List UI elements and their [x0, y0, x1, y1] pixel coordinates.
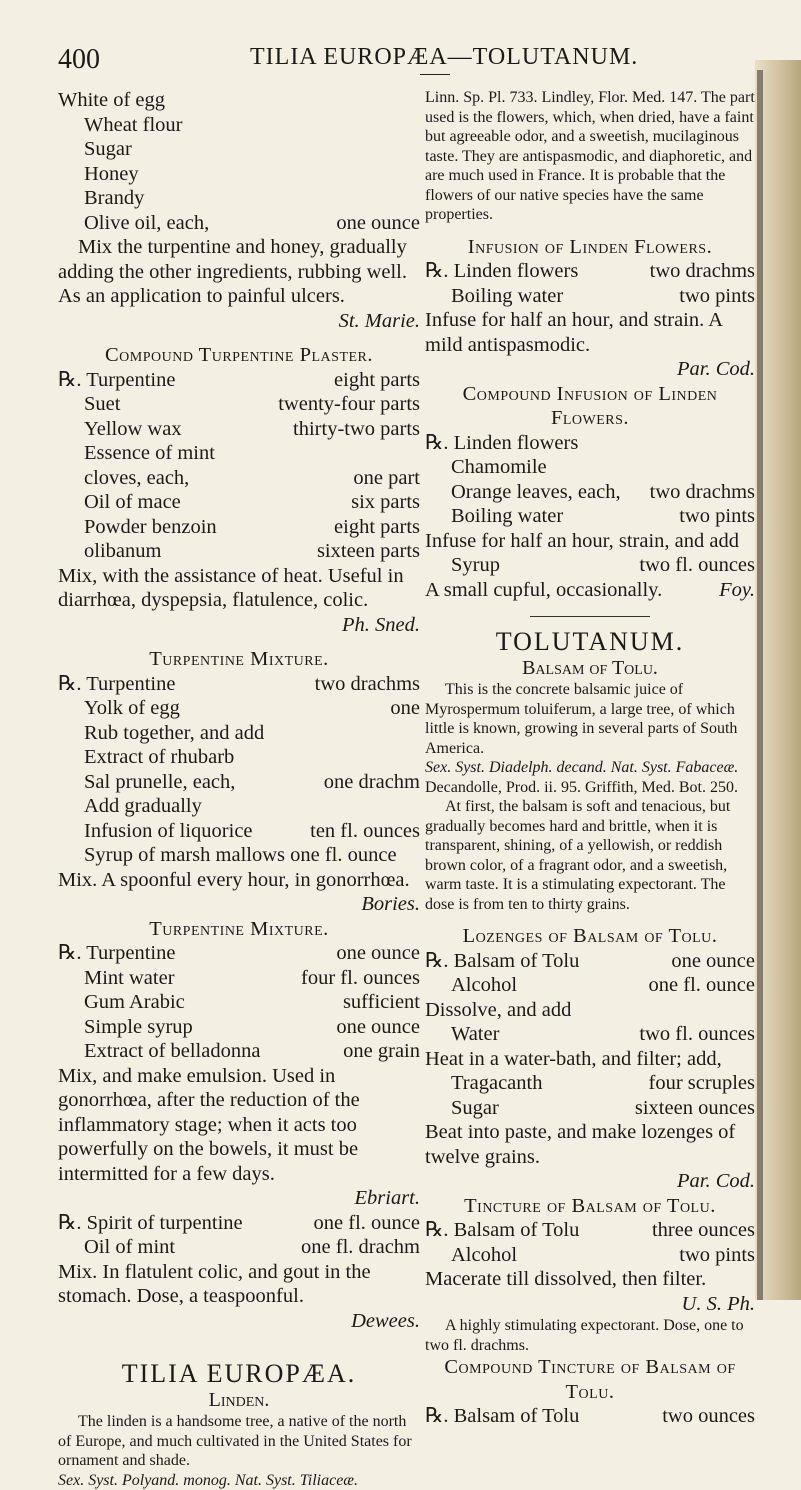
page-number: 400: [58, 44, 100, 76]
ingredient-line: [425, 949, 755, 974]
ingredient-name: ℞. Linden flowers: [425, 431, 578, 456]
ingredient-name: Chamomile: [451, 455, 547, 480]
intro-ingredients: [58, 88, 420, 235]
intro-source: St. Marie.: [58, 309, 420, 334]
ingredient-line: [58, 1039, 420, 1064]
tilia-description: The linden is a handsome tree, a native of the north of Europe, and much cultivated in the United States for ornament and shade.: [58, 1412, 420, 1471]
ingredient-quantity: one part: [353, 466, 420, 491]
ingredient-quantity: thirty-two parts: [293, 417, 420, 442]
ingredient-name: Extract of belladonna: [84, 1039, 260, 1064]
ingredient-line: [58, 211, 420, 236]
intro-directions: Mix the turpentine and honey, gradually adding the other ingredients, rubbing well. As an application to painful ulcers.: [58, 235, 420, 309]
ingredient-line: [58, 941, 420, 966]
ingredient-name: White of egg: [58, 88, 165, 113]
mixture1-ingredients: [58, 672, 420, 868]
compound-infusion-dose: A small cupful, occasionally. Foy.: [425, 578, 755, 603]
linden-description: Linn. Sp. Pl. 733. Lindley, Flor. Med. 147. The part used is the flowers, which, when dried, have a faint but agreeable odor, and a sweetish, mucilaginous taste. They are antispasmodic, and diaphoretic, and are much used in France. It is probable that the flowers of our native species have the same properties.: [425, 88, 755, 225]
ingredient-quantity: one ounce: [336, 211, 420, 236]
lozenges-water: Water two fl. ounces: [425, 1022, 755, 1047]
ingredient-name: ℞. Balsam of Tolu: [425, 949, 579, 974]
tolutanum-heading: TOLUTANUM.: [425, 627, 755, 657]
mixture2-heading: Turpentine Mixture.: [58, 917, 420, 942]
running-head: TILIA EUROPÆA—TOLUTANUM.: [250, 44, 638, 71]
ingredient-line: [58, 1211, 420, 1236]
ingredient-quantity: three ounces: [652, 1218, 755, 1243]
ingredient-name: Infusion of liquorice: [84, 819, 253, 844]
tolutanum-properties: At first, the balsam is soft and tenacious, but gradually becomes hard and brittle, when it is transparent, shining, of a yellowish, or reddish brown color, of a fragrant odor, and a sweetish, warm taste. It is a stimulating expectorant. The dose is from ten to thirty grains.: [425, 797, 755, 914]
ingredient-quantity: eight parts: [334, 368, 420, 393]
tincture-source: U. S. Ph.: [425, 1292, 755, 1317]
ingredient-quantity: twenty-four parts: [278, 392, 420, 417]
tincture-note: A highly stimulating expectorant. Dose, one to two fl. drachms.: [425, 1316, 755, 1355]
ingredient-line: [58, 696, 420, 721]
ingredient-name: Sugar: [84, 137, 132, 162]
tilia-classification: Sex. Syst. Polyand. monog. Nat. Syst. Tiliaceæ.: [58, 1471, 420, 1490]
ingredient-line: [58, 113, 420, 138]
ingredient-line: [58, 417, 420, 442]
mixture1-heading: Turpentine Mixture.: [58, 647, 420, 672]
ingredient-line: [58, 819, 420, 844]
ingredient-line: [58, 88, 420, 113]
ingredient-line: [58, 1015, 420, 1040]
mixture2-ingredients: [58, 941, 420, 1064]
plaster-heading: Compound Turpentine Plaster.: [58, 343, 420, 368]
ingredient-line: [58, 770, 420, 795]
compound-infusion-directions: Infuse for half an hour, strain, and add: [425, 529, 755, 554]
ingredient-line: [58, 721, 420, 746]
ingredient-name: ℞. Turpentine: [58, 672, 175, 697]
lozenges-ingredients2: [425, 1071, 755, 1120]
ingredient-quantity: one fl. ounce: [314, 1211, 420, 1236]
ingredient-name: Wheat flour: [84, 113, 182, 138]
mixture3-ingredients: [58, 1211, 420, 1260]
ingredient-name: Sal prunelle, each,: [84, 770, 235, 795]
ingredient-line: [425, 1218, 755, 1243]
ingredient-line: [425, 455, 755, 480]
ingredient-name: Syrup of marsh mallows one fl. ounce: [84, 843, 397, 868]
lozenges-heading: Lozenges of Balsam of Tolu.: [425, 924, 755, 949]
ingredient-line: [58, 745, 420, 770]
ingredient-name: Yellow wax: [84, 417, 182, 442]
ingredient-line: [58, 392, 420, 417]
ingredient-name: Gum Arabic: [84, 990, 185, 1015]
ingredient-line: [58, 1235, 420, 1260]
ingredient-quantity: one ounce: [671, 949, 755, 974]
ingredient-name: Honey: [84, 162, 139, 187]
ingredient-name: Yolk of egg: [84, 696, 180, 721]
mixture1-source: Bories.: [58, 892, 420, 917]
ingredient-quantity: sixteen ounces: [635, 1096, 755, 1121]
compound-infusion-heading: Compound Infusion of Linden Flowers.: [425, 382, 755, 431]
tincture-ingredients: [425, 1218, 755, 1267]
ingredient-name: Orange leaves, each,: [451, 480, 621, 505]
ingredient-quantity: one drachm: [324, 770, 420, 795]
ingredient-name: Boiling water: [451, 284, 563, 309]
ingredient-name: Mint water: [84, 966, 175, 991]
ingredient-name: Boiling water: [451, 504, 563, 529]
ingredient-quantity: eight parts: [334, 515, 420, 540]
ingredient-line: [58, 672, 420, 697]
compound-infusion-syrup: Syrup two fl. ounces: [425, 553, 755, 578]
infusion-directions: Infuse for half an hour, and strain. A mild antispasmodic.: [425, 308, 755, 357]
ingredient-line: [425, 259, 755, 284]
ingredient-name: Brandy: [84, 186, 144, 211]
tilia-heading: TILIA EUROPÆA.: [58, 1359, 420, 1389]
mixture1-directions: Mix. A spoonful every hour, in gonorrhœa.: [58, 868, 420, 893]
tilia-subheading: Linden.: [58, 1389, 420, 1412]
ingredient-quantity: two pints: [679, 1243, 755, 1268]
ingredient-quantity: two pints: [679, 504, 755, 529]
ingredient-line: [58, 966, 420, 991]
ingredient-line: [58, 794, 420, 819]
ingredient-line: [425, 431, 755, 456]
ingredient-quantity: one ounce: [336, 941, 420, 966]
infusion-heading: Infusion of Linden Flowers.: [425, 235, 755, 260]
ingredient-name: ℞. Linden flowers: [425, 259, 578, 284]
mixture2-source: Ebriart.: [58, 1186, 420, 1211]
tolutanum-subheading: Balsam of Tolu.: [425, 657, 755, 680]
ingredient-quantity: one fl. drachm: [301, 1235, 420, 1260]
tincture-directions: Macerate till dissolved, then filter.: [425, 1267, 755, 1292]
ingredient-name: Oil of mace: [84, 490, 181, 515]
plaster-directions: Mix, with the assistance of heat. Useful in diarrhœa, dyspepsia, flatulence, colic.: [58, 564, 420, 613]
ingredient-line: [58, 843, 420, 868]
head-rule: [420, 74, 450, 75]
ingredient-line: [425, 973, 755, 998]
ingredient-name: cloves, each,: [84, 466, 189, 491]
ingredient-line: [58, 162, 420, 187]
ingredient-name: Olive oil, each,: [84, 211, 209, 236]
ingredient-name: Suet: [84, 392, 120, 417]
right-column: [425, 88, 755, 1429]
ingredient-name: Oil of mint: [84, 1235, 175, 1260]
ingredient-line: [425, 1071, 755, 1096]
infusion-source: Par. Cod.: [425, 357, 755, 382]
ingredient-quantity: sufficient: [343, 990, 420, 1015]
ingredient-quantity: one fl. ounce: [649, 973, 755, 998]
ingredient-line: [425, 1243, 755, 1268]
ingredient-name: ℞. Turpentine: [58, 941, 175, 966]
lozenges-step3: Beat into paste, and make lozenges of twelve grains.: [425, 1120, 755, 1169]
infusion-ingredients: [425, 259, 755, 308]
ingredient-name: Alcohol: [451, 1243, 517, 1268]
ingredient-name: Simple syrup: [84, 1015, 193, 1040]
plaster-ingredients: [58, 368, 420, 564]
ingredient-name: Rub together, and add: [84, 721, 264, 746]
ingredient-line: [58, 441, 420, 466]
ingredient-quantity: one: [390, 696, 420, 721]
ingredient-line: [58, 466, 420, 491]
ingredient-line: [425, 1096, 755, 1121]
ingredient-line: [58, 368, 420, 393]
tolutanum-classification: Sex. Syst. Diadelph. decand. Nat. Syst. Fabaceæ.: [425, 758, 755, 778]
lozenges-source: Par. Cod.: [425, 1169, 755, 1194]
ingredient-quantity: sixteen parts: [317, 539, 420, 564]
ingredient-quantity: one grain: [343, 1039, 420, 1064]
ingredient-quantity: ten fl. ounces: [310, 819, 420, 844]
ingredient-name: olibanum: [84, 539, 161, 564]
ingredient-line: [425, 504, 755, 529]
ingredient-quantity: two drachms: [650, 259, 755, 284]
ingredient-line: [58, 490, 420, 515]
plaster-source: Ph. Sned.: [58, 613, 420, 638]
ingredient-name: Powder benzoin: [84, 515, 217, 540]
ingredient-quantity: one ounce: [336, 1015, 420, 1040]
mixture3-source: Dewees.: [58, 1309, 420, 1334]
ingredient-line: [425, 480, 755, 505]
ingredient-line: [58, 186, 420, 211]
compound-tincture-heading: Compound Tincture of Balsam of Tolu.: [425, 1355, 755, 1404]
ingredient-quantity: two drachms: [315, 672, 420, 697]
lozenges-ingredients: [425, 949, 755, 998]
section-divider: [530, 616, 650, 617]
ingredient-name: Sugar: [451, 1096, 499, 1121]
ingredient-quantity: two drachms: [650, 480, 755, 505]
tincture-heading: Tincture of Balsam of Tolu.: [425, 1194, 755, 1219]
tolutanum-description: This is the concrete balsamic juice of Myrospermum toluiferum, a large tree, of which little is known, growing in several parts of South America.: [425, 680, 755, 758]
ingredient-name: Alcohol: [451, 973, 517, 998]
ingredient-name: Essence of mint: [84, 441, 215, 466]
ingredient-quantity: two pints: [679, 284, 755, 309]
mixture3-directions: Mix. In flatulent colic, and gout in the stomach. Dose, a teaspoonful.: [58, 1260, 420, 1309]
ingredient-line: [425, 284, 755, 309]
ingredient-name: Add gradually: [84, 794, 202, 819]
ingredient-quantity: four scruples: [649, 1071, 755, 1096]
lozenges-step1: Dissolve, and add: [425, 998, 755, 1023]
ingredient-name: ℞. Turpentine: [58, 368, 175, 393]
ingredient-name: ℞. Spirit of turpentine: [58, 1211, 243, 1236]
mixture2-directions: Mix, and make emulsion. Used in gonorrhœa, after the reduction of the inflammatory stage; when it acts too powerfully on the bowels, it must be intermitted for a few days.: [58, 1064, 420, 1187]
left-column: [58, 88, 420, 1490]
page-gutter-shadow: [757, 70, 763, 1300]
ingredient-line: [58, 539, 420, 564]
ingredient-name: Tragacanth: [451, 1071, 542, 1096]
ingredient-name: ℞. Balsam of Tolu: [425, 1218, 579, 1243]
ingredient-line: [58, 137, 420, 162]
ingredient-line: [58, 515, 420, 540]
compound-infusion-ingredients: [425, 431, 755, 529]
ingredient-quantity: four fl. ounces: [301, 966, 420, 991]
ingredient-name: Extract of rhubarb: [84, 745, 234, 770]
ingredient-quantity: six parts: [351, 490, 420, 515]
compound-tincture-ingredient: ℞. Balsam of Tolu two ounces: [425, 1404, 755, 1429]
lozenges-step2: Heat in a water-bath, and filter; add,: [425, 1047, 755, 1072]
ingredient-line: [58, 990, 420, 1015]
tolutanum-references: Decandolle, Prod. ii. 95. Griffith, Med. Bot. 250.: [425, 778, 755, 798]
